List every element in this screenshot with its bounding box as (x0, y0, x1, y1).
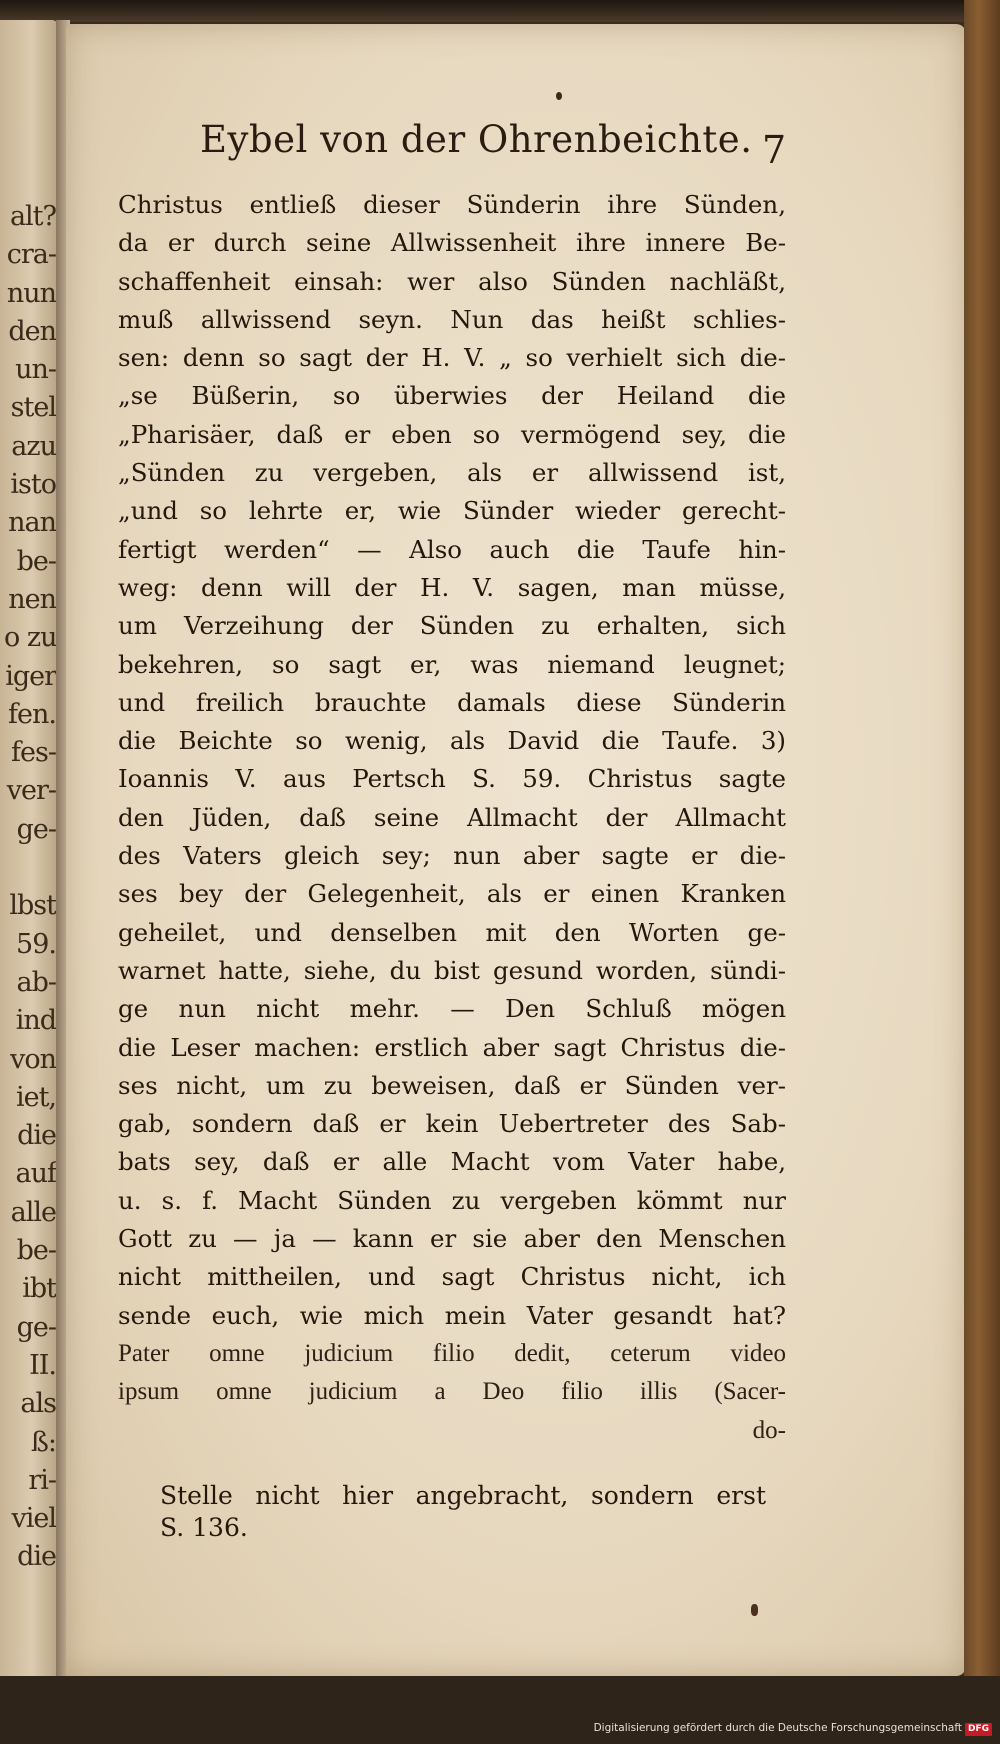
left-page-fragment: ß: (30, 1426, 56, 1458)
left-page-fragment: den (8, 315, 56, 347)
left-page-fragment: die (17, 1120, 56, 1152)
left-page-fragment: ri- (28, 1464, 56, 1496)
digitization-credit (594, 1722, 992, 1736)
left-page-text-fragments (4, 198, 56, 1577)
text-line: die Leser machen: erstlich aber sagt Christus die- (118, 1032, 786, 1062)
left-page-fragment: die (17, 1541, 56, 1573)
left-page-fragment: alt? (9, 201, 56, 232)
left-page-fragment: ibt (22, 1273, 56, 1305)
text-line: um Verzeihung der Sünden zu erhalten, sich (118, 611, 786, 641)
left-page-fragment: un- (15, 354, 56, 386)
left-page-fragment: 59. (16, 928, 56, 960)
footnote (160, 1480, 766, 1544)
text-line: Pater omne judicium filio dedit, ceterum video (118, 1339, 786, 1367)
left-page-fragment: be- (16, 545, 56, 577)
text-line: muß allwissend seyn. Nun das heißt schlies- (118, 304, 786, 334)
text-line: „und so lehrte er, wie Sünder wieder gerecht- (118, 496, 786, 526)
page-number: 7 (762, 128, 787, 172)
running-head: Eybel von der Ohrenbeichte. (200, 118, 753, 161)
left-page-fragment: fes- (11, 737, 56, 769)
text-line: bats sey, daß er alle Macht vom Vater habe, (118, 1147, 786, 1177)
text-line: „Sünden zu vergeben, als er allwissend ist, (118, 458, 786, 488)
left-page-fragment: auf (15, 1158, 56, 1190)
body-text (118, 186, 786, 1450)
text-line: ses nicht, um zu beweisen, daß er Sünden ver- (118, 1070, 786, 1100)
text-line: Gott zu — ja — kann er sie aber den Menschen (118, 1224, 786, 1254)
text-line: geheilet, und denselben mit den Worten ge- (118, 917, 786, 947)
text-line: ipsum omne judicium a Deo filio illis (Sacer- (118, 1378, 786, 1406)
footnote-line: S. 136. (160, 1513, 248, 1542)
left-page-fragment: isto (10, 469, 56, 501)
text-line: schaffenheit einsah: wer also Sünden nachläßt, (118, 266, 786, 296)
text-line: „se Büßerin, so überwies der Heiland die (118, 381, 786, 411)
left-page-fragment: stel (10, 392, 56, 424)
text-line: sen: denn so sagt der H. V. „ so verhielt sich die- (118, 343, 786, 373)
text-line: bekehren, so sagt er, was niemand leugnet; (118, 649, 786, 679)
left-page-fragment: als (20, 1388, 56, 1420)
left-page-fragment: be- (16, 1235, 56, 1267)
left-page-fragment: fen. (8, 698, 56, 730)
ink-speck (556, 92, 562, 100)
text-line: des Vaters gleich sey; nun aber sagte er die- (118, 841, 786, 871)
book-cover-edge (964, 0, 1000, 1744)
text-line: gab, sondern daß er kein Uebertreter des Sab- (118, 1109, 786, 1139)
credit-text: Digitalisierung gefördert durch die Deutsche Forschungsgemeinschaft (593, 1722, 962, 1734)
text-line: u. s. f. Macht Sünden zu vergeben kömmt nur (118, 1185, 786, 1215)
text-line: sende euch, wie mich mein Vater gesandt hat? (118, 1300, 786, 1330)
left-page-fragment: alle (10, 1196, 56, 1228)
left-page-fragment: von (10, 1043, 56, 1075)
left-page-fragment: nan (8, 507, 56, 539)
left-page-fragment: II. (29, 1349, 56, 1381)
left-page-fragment: iger (5, 660, 56, 692)
text-line: weg: denn will der H. V. sagen, man müsse, (118, 572, 786, 602)
footnote-line: Stelle nicht hier angebracht, sondern erst (160, 1481, 766, 1510)
left-page-fragment: azu (11, 430, 56, 462)
left-page-fragment: viel (11, 1503, 56, 1535)
left-page-fragment: ge- (16, 1311, 56, 1343)
text-line: „Pharisäer, daß er eben so vermögend sey, die (118, 419, 786, 449)
text-line: fertigt werden“ — Also auch die Taufe hin- (118, 534, 786, 564)
text-line: den Jüden, daß seine Allmacht der Allmacht (118, 802, 786, 832)
text-line: und freilich brauchte damals diese Sünderin (118, 687, 786, 717)
text-line: da er durch seine Allwissenheit ihre innere Be- (118, 228, 786, 258)
text-line: Ioannis V. aus Pertsch S. 59. Christus sagte (118, 764, 786, 794)
text-line: ses bey der Gelegenheit, als er einen Kranken (118, 879, 786, 909)
top-scan-border (0, 0, 1000, 22)
text-line: nicht mittheilen, und sagt Christus nicht, ich (118, 1262, 786, 1292)
text-line: warnet hatte, siehe, du bist gesund worden, sündi- (118, 955, 786, 985)
left-page-fragment: nun (6, 277, 56, 309)
left-page-fragment: ind (15, 1005, 56, 1037)
text-line: Christus entließ dieser Sünderin ihre Sünden, (118, 190, 786, 219)
left-page-fragment: iet, (15, 1081, 56, 1113)
left-page-fragment: ge- (16, 813, 56, 845)
text-line: do- (752, 1416, 786, 1444)
ink-speck-bottom (751, 1604, 758, 1616)
left-page-fragment: o zu (4, 622, 57, 654)
left-page-fragment: lbst (9, 890, 56, 922)
text-line: die Beichte so wenig, als David die Taufe. 3) (118, 726, 786, 756)
text-line: ge nun nicht mehr. — Den Schluß mögen (118, 994, 786, 1024)
left-page-fragment: ver- (6, 775, 56, 807)
left-page-fragment (4, 849, 56, 887)
left-page-fragment: ab- (16, 966, 56, 998)
left-page-fragment: nen (8, 583, 56, 615)
left-facing-page (0, 20, 58, 1680)
left-page-fragment: cra- (6, 239, 56, 271)
dfg-logo: DFG (965, 1723, 992, 1736)
